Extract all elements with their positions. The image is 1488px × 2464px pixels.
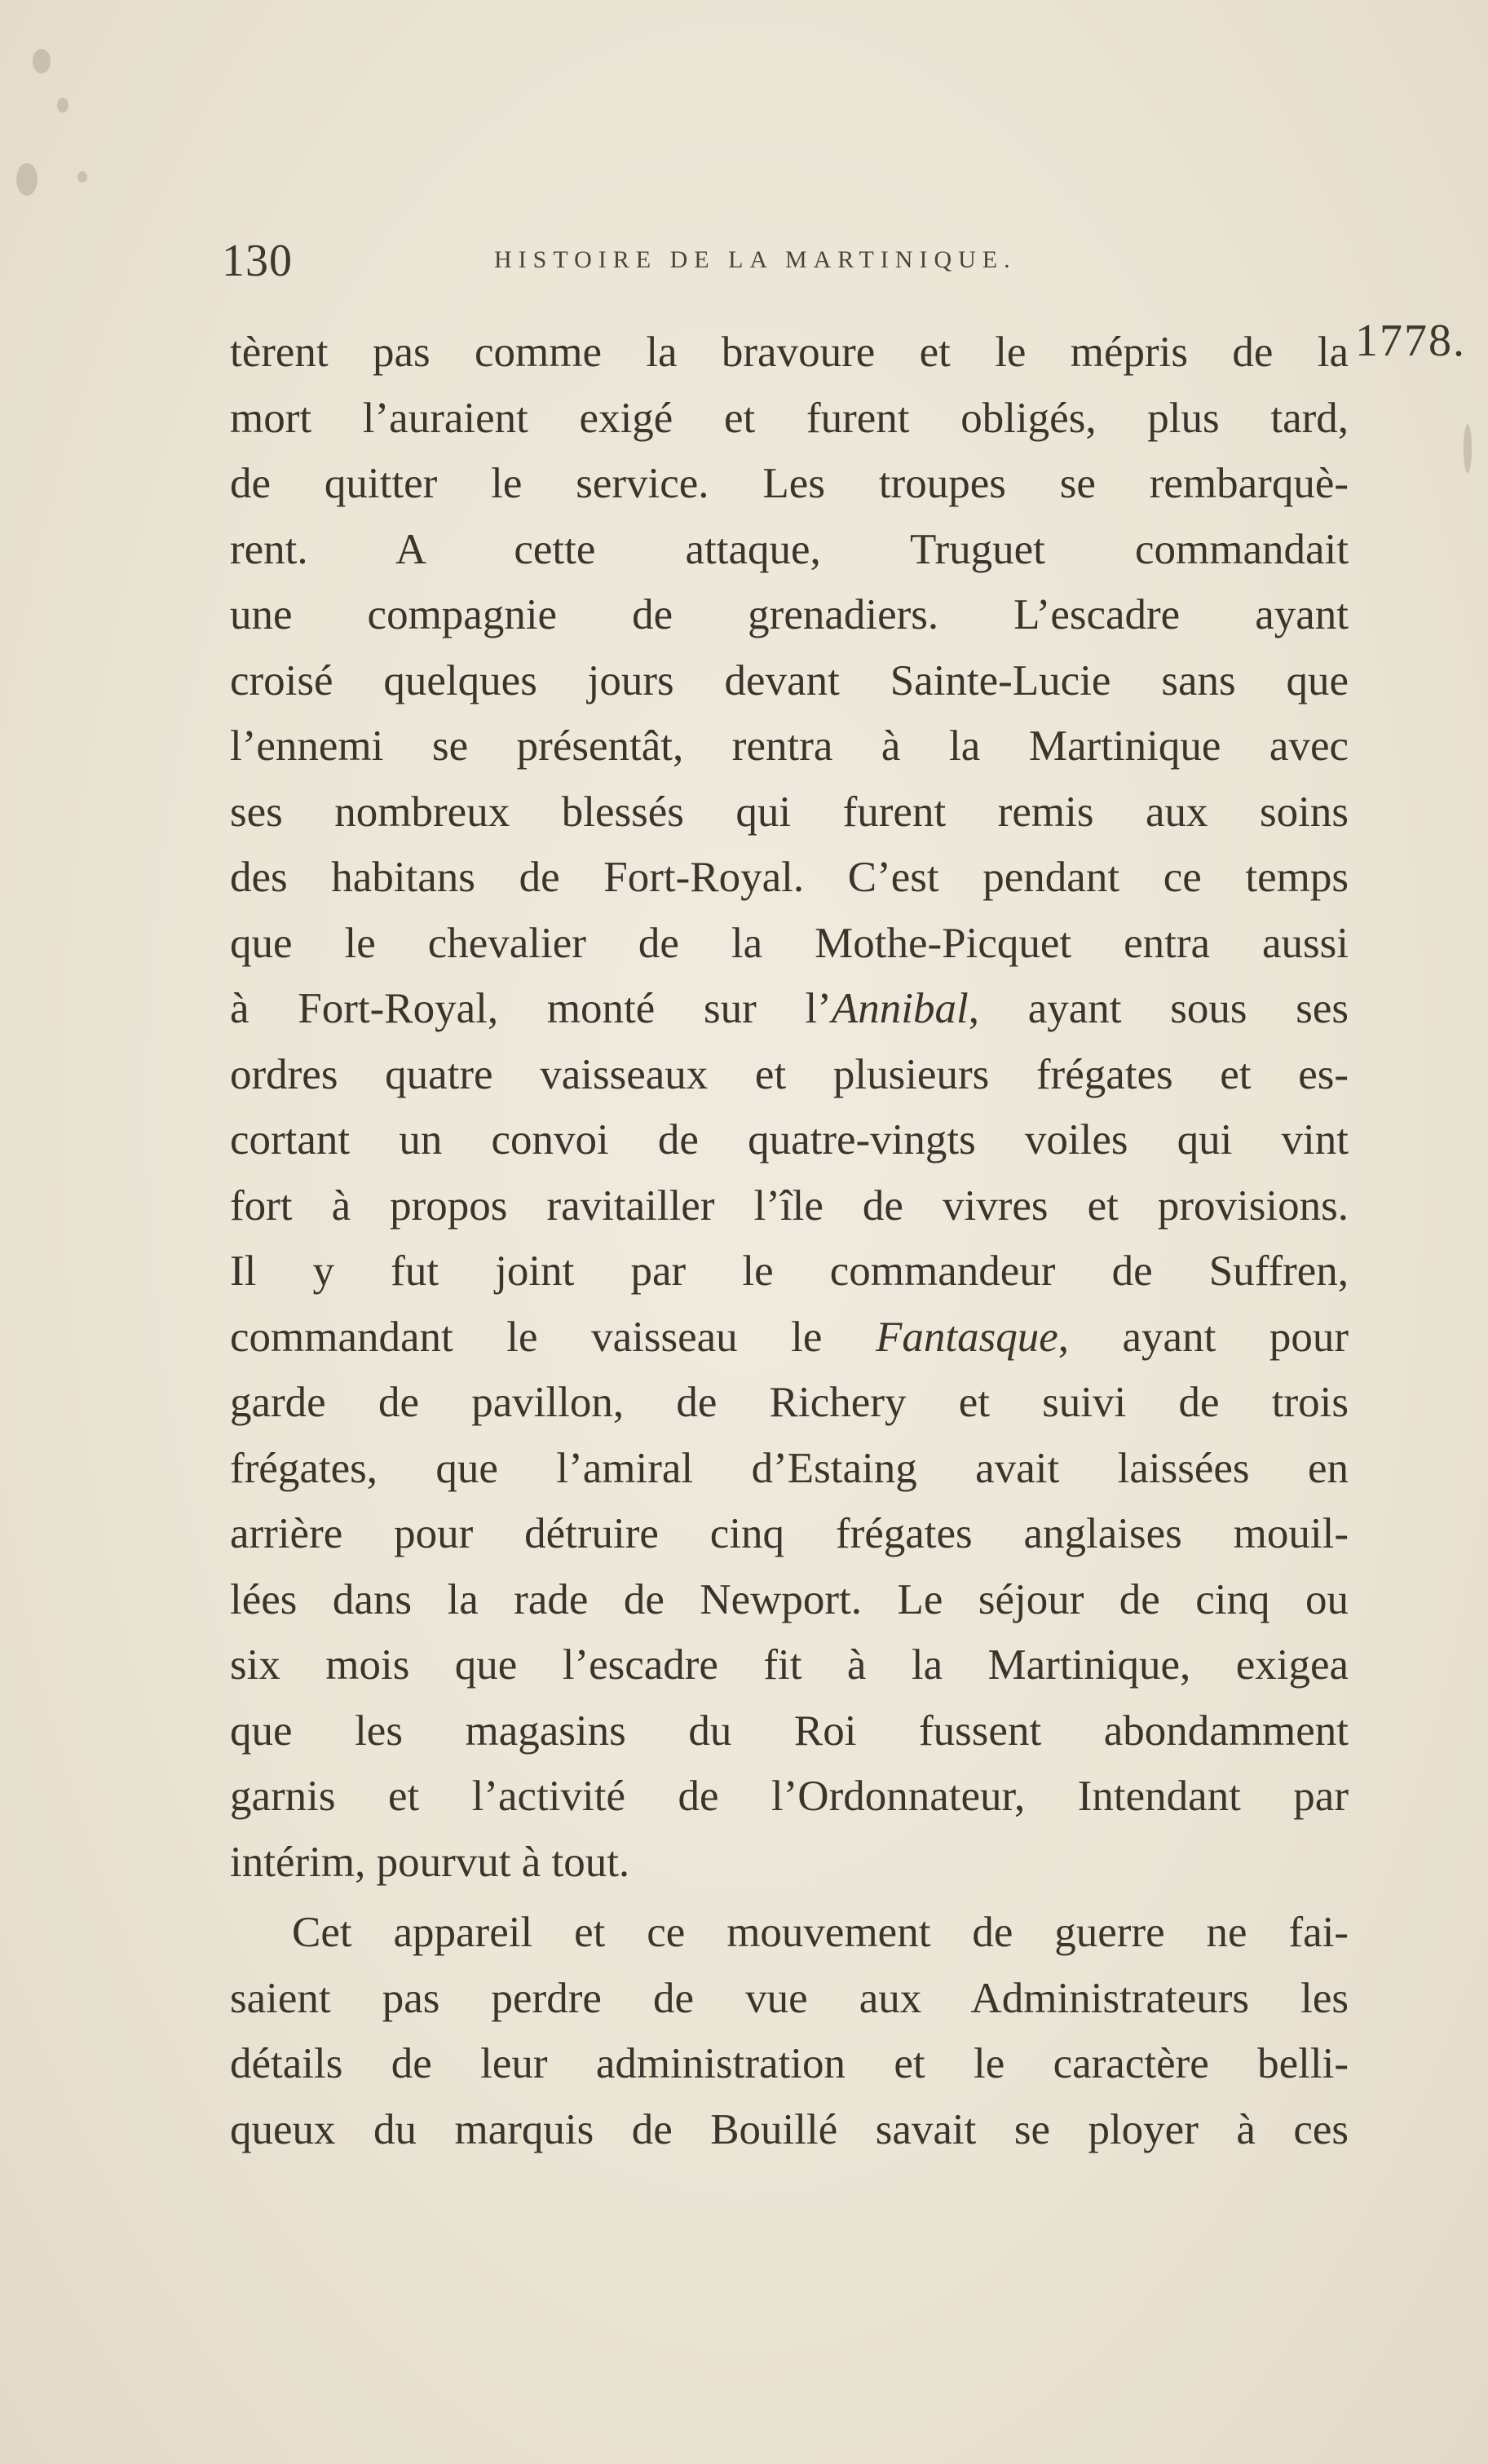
text-line: que les magasins du Roi fussent abondamment bbox=[230, 1707, 1349, 1755]
text-line: détails de leur administration et le caractère belli- bbox=[230, 2040, 1349, 2087]
text-line: frégates, que l’amiral d’Estaing avait laissées en bbox=[230, 1444, 1349, 1492]
text-line: de quitter le service. Les troupes se rembarquè- bbox=[230, 460, 1349, 507]
text-line-with-italic bbox=[230, 1305, 1349, 1371]
text-line: Il y fut joint par le commandeur de Suffren, bbox=[230, 1247, 1349, 1295]
text-line: mort l’auraient exigé et furent obligés, plus tard, bbox=[230, 394, 1349, 442]
text-line: queux du marquis de Bouillé savait se ployer à ces bbox=[230, 2105, 1349, 2153]
text-line: croisé quelques jours devant Sainte-Lucie sans que bbox=[230, 656, 1349, 704]
text-line: garde de pavillon, de Richery et suivi de trois bbox=[230, 1379, 1349, 1426]
paper-stain bbox=[33, 49, 51, 73]
text-line: arrière pour détruire cinq frégates anglaises mouil- bbox=[230, 1510, 1349, 1557]
text-line: tèrent pas comme la bravoure et le mépris de la bbox=[230, 329, 1349, 376]
text-segment: à Fort-Royal, monté sur l’ bbox=[230, 985, 832, 1032]
text-line: des habitans de Fort-Royal. C’est pendant ce temps bbox=[230, 854, 1349, 901]
ship-name-italic: Annibal bbox=[831, 985, 969, 1032]
text-line: rent. A cette attaque, Truguet commandait bbox=[230, 525, 1349, 573]
paragraph bbox=[230, 1900, 1349, 2162]
text-segment: , ayant sous ses bbox=[968, 985, 1349, 1032]
text-line: intérim, pourvut à tout. bbox=[230, 1838, 630, 1886]
text-line: cortant un convoi de quatre-vingts voiles qui vint bbox=[230, 1116, 1349, 1164]
paper-stain bbox=[1464, 424, 1472, 473]
text-line: l’ennemi se présentât, rentra à la Martinique avec bbox=[230, 722, 1349, 770]
text-line-with-italic bbox=[230, 976, 1349, 1042]
paper-stain bbox=[16, 163, 38, 196]
text-line: que le chevalier de la Mothe-Picquet entra aussi bbox=[230, 919, 1349, 967]
text-segment: commandant le vaisseau le bbox=[230, 1313, 876, 1361]
running-head: HISTOIRE DE LA MARTINIQUE. bbox=[494, 246, 1017, 273]
text-line: fort à propos ravitailler l’île de vivres et provisions. bbox=[230, 1181, 1349, 1230]
text-line: ordres quatre vaisseaux et plusieurs frégates et es- bbox=[230, 1050, 1349, 1098]
text-line: une compagnie de grenadiers. L’escadre ayant bbox=[230, 591, 1349, 638]
text-line: six mois que l’escadre fit à la Martinique, exigea bbox=[230, 1641, 1349, 1689]
text-segment: , ayant pour bbox=[1057, 1313, 1349, 1361]
body-text bbox=[230, 320, 1349, 2162]
ship-name-italic: Fantasque bbox=[875, 1313, 1058, 1361]
paragraph bbox=[230, 320, 1349, 1895]
page-number: 130 bbox=[222, 236, 293, 286]
text-line: Cet appareil et ce mouvement de guerre ne fai- bbox=[292, 1909, 1349, 1956]
page-header bbox=[0, 235, 1488, 284]
paper-stain bbox=[57, 98, 68, 113]
text-line: lées dans la rade de Newport. Le séjour de cinq ou bbox=[230, 1575, 1349, 1623]
text-line: saient pas perdre de vue aux Administrateurs les bbox=[230, 1974, 1349, 2022]
paper-stain bbox=[77, 171, 87, 183]
text-line: garnis et l’activité de l’Ordonnateur, Intendant par bbox=[230, 1773, 1349, 1820]
margin-year-note: 1778. bbox=[1355, 316, 1466, 366]
text-line: ses nombreux blessés qui furent remis aux soins bbox=[230, 788, 1349, 836]
